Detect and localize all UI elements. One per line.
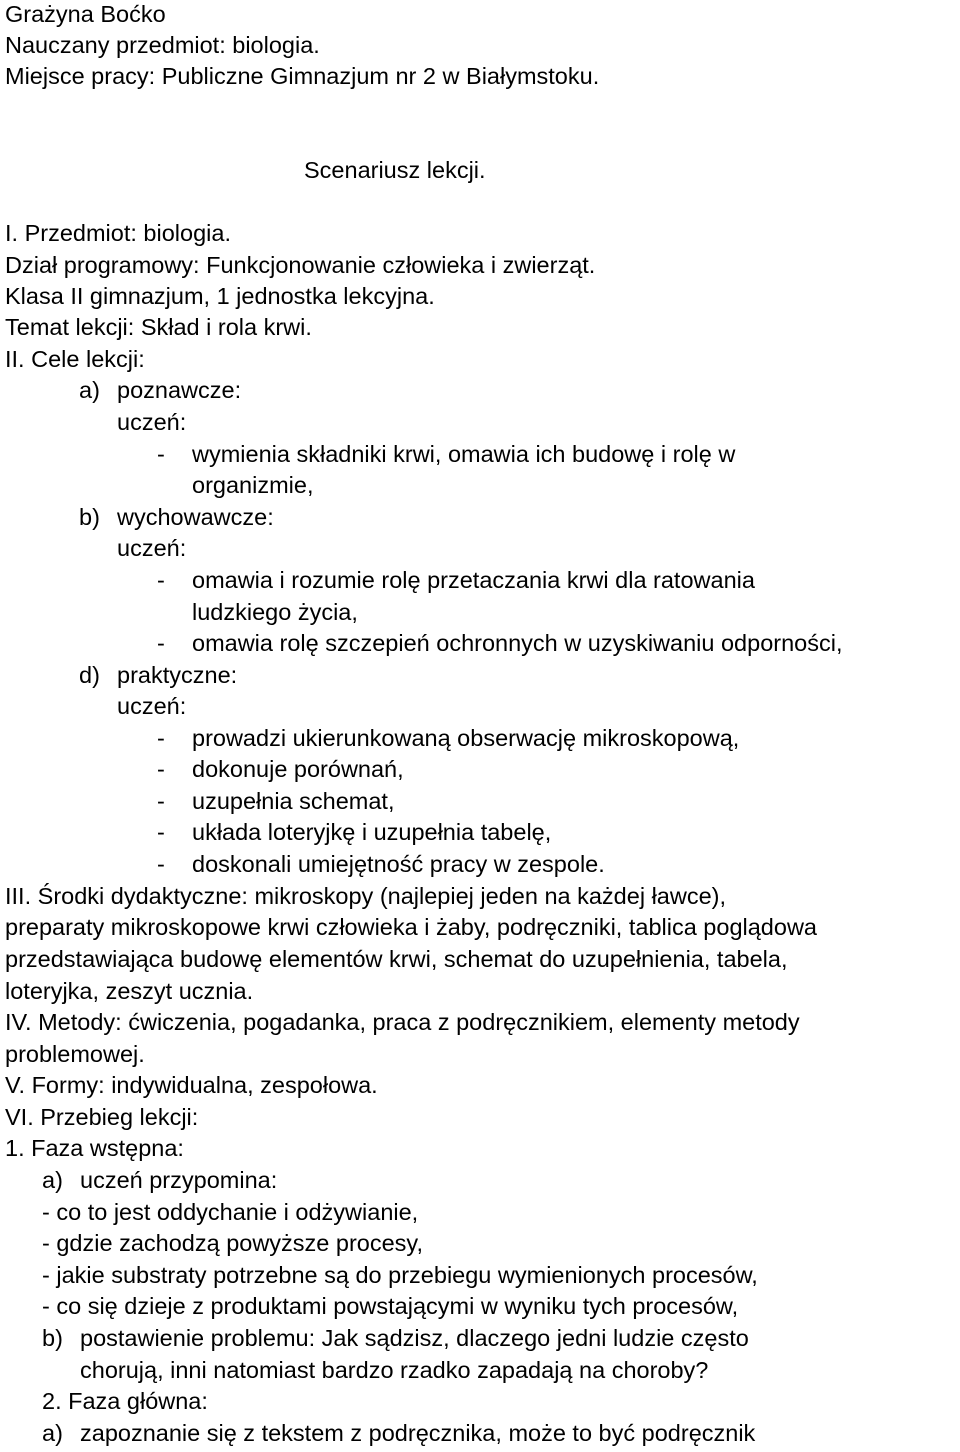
section-4-line: problemowej.: [5, 1041, 145, 1067]
goal-a-student: uczeń:: [117, 409, 187, 435]
subject-line: Nauczany przedmiot: biologia.: [5, 32, 320, 58]
phase-2-a-text: zapoznanie się z tekstem z podręcznika, może to być podręcznik: [80, 1420, 756, 1446]
goal-a-marker: a): [79, 377, 100, 403]
list-dash: -: [157, 851, 165, 877]
goal-d-student: uczeń:: [117, 693, 187, 719]
phase-1-a-marker: a): [42, 1167, 63, 1193]
section-5-line: V. Formy: indywidualna, zespołowa.: [5, 1072, 378, 1098]
goal-b-item-line: ludzkiego życia,: [192, 599, 358, 625]
phase-1-heading: 1. Faza wstępna:: [5, 1135, 184, 1161]
section-1-dept: Dział programowy: Funkcjonowanie człowieka i zwierząt.: [5, 252, 596, 278]
list-dash: -: [157, 441, 165, 467]
goal-b-item-line: omawia i rozumie rolę przetaczania krwi dla ratowania: [192, 567, 755, 593]
goal-d-item-line: układa loteryjkę i uzupełnia tabelę,: [192, 819, 552, 845]
goal-d-item-line: uzupełnia schemat,: [192, 788, 395, 814]
goal-b-marker: b): [79, 504, 100, 530]
goal-d-item-line: prowadzi ukierunkowaną obserwację mikroskopową,: [192, 725, 740, 751]
goal-b-student: uczeń:: [117, 535, 187, 561]
section-3-line: preparaty mikroskopowe krwi człowieka i żaby, podręczniki, tablica poglądowa: [5, 914, 817, 940]
goal-a-item-line: organizmie,: [192, 472, 314, 498]
section-1-heading: I. Przedmiot: biologia.: [5, 220, 231, 246]
recall-item: - co się dzieje z produktami powstającymi w wyniku tych procesów,: [42, 1293, 739, 1319]
section-3-line: przedstawiająca budowę elementów krwi, schemat do uzupełnienia, tabela,: [5, 946, 788, 972]
goal-a-item-line: wymienia składniki krwi, omawia ich budowę i rolę w: [192, 441, 736, 467]
section-1-topic: Temat lekcji: Skład i rola krwi.: [5, 314, 312, 340]
phase-2-heading: 2. Faza główna:: [42, 1388, 208, 1414]
phase-1-b-marker: b): [42, 1325, 63, 1351]
phase-2-a-marker: a): [42, 1420, 63, 1446]
phase-1-b-line: chorują, inni natomiast bardzo rzadko zapadają na choroby?: [80, 1357, 709, 1383]
goal-d-marker: d): [79, 662, 100, 688]
list-dash: -: [157, 788, 165, 814]
section-2-heading: II. Cele lekcji:: [5, 346, 145, 372]
list-dash: -: [157, 819, 165, 845]
goal-a-label: poznawcze:: [117, 377, 242, 403]
goal-d-item-line: dokonuje porównań,: [192, 756, 404, 782]
list-dash: -: [157, 756, 165, 782]
section-3-line: III. Środki dydaktyczne: mikroskopy (najlepiej jeden na każdej ławce),: [5, 883, 727, 909]
goal-d-label: praktyczne:: [117, 662, 238, 688]
goal-b-item-line: omawia rolę szczepień ochronnych w uzyskiwaniu odporności,: [192, 630, 843, 656]
workplace-line: Miejsce pracy: Publiczne Gimnazjum nr 2 w Białymstoku.: [5, 63, 600, 89]
recall-item: - co to jest oddychanie i odżywianie,: [42, 1199, 419, 1225]
section-3-line: loteryjka, zeszyt ucznia.: [5, 978, 254, 1004]
recall-item: - gdzie zachodzą powyższe procesy,: [42, 1230, 423, 1256]
phase-1-b-line: postawienie problemu: Jak sądzisz, dlaczego jedni ludzie często: [80, 1325, 749, 1351]
section-1-class: Klasa II gimnazjum, 1 jednostka lekcyjna.: [5, 283, 435, 309]
section-6-heading: VI. Przebieg lekcji:: [5, 1104, 199, 1130]
list-dash: -: [157, 567, 165, 593]
recall-item: - jakie substraty potrzebne są do przebiegu wymienionych procesów,: [42, 1262, 758, 1288]
goal-b-label: wychowawcze:: [117, 504, 274, 530]
list-dash: -: [157, 630, 165, 656]
document-title: Scenariusz lekcji.: [304, 157, 486, 183]
goal-d-item-line: doskonali umiejętność pracy w zespole.: [192, 851, 605, 877]
list-dash: -: [157, 725, 165, 751]
author-name: Grażyna Boćko: [5, 1, 166, 27]
section-4-line: IV. Metody: ćwiczenia, pogadanka, praca z podręcznikiem, elementy metody: [5, 1009, 800, 1035]
phase-1-a-text: uczeń przypomina:: [80, 1167, 278, 1193]
